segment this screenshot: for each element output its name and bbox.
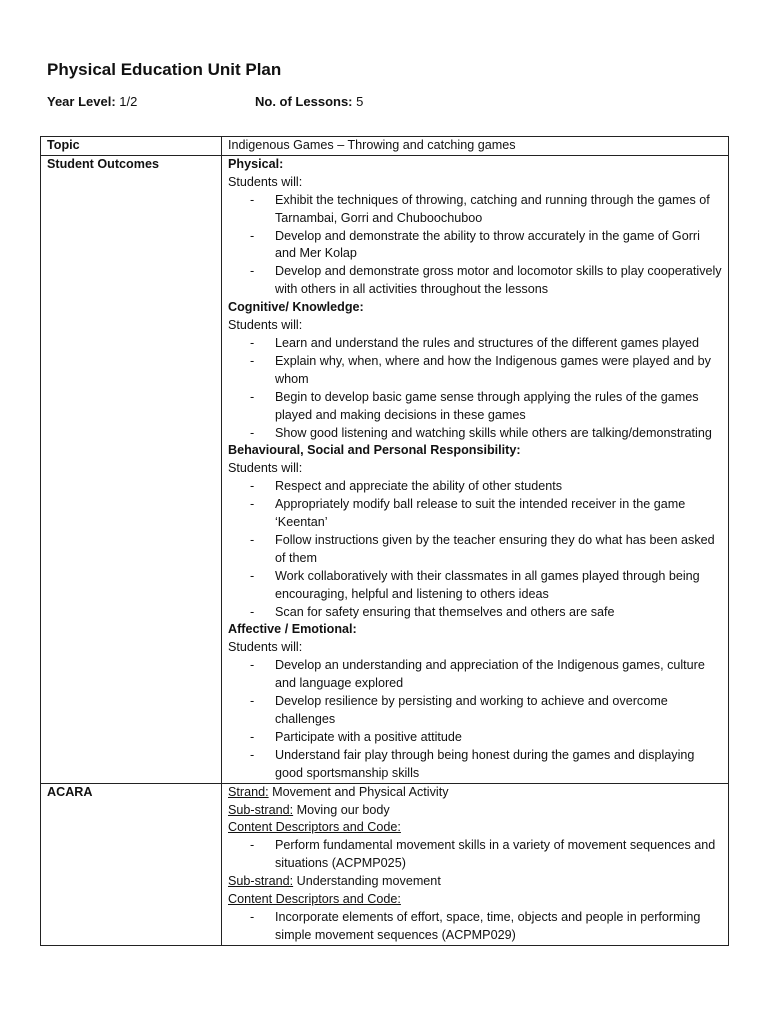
- substrand: [228, 873, 722, 891]
- acara-label: ACARA: [41, 783, 222, 945]
- lesson-count-label: No. of Lessons:: [255, 94, 353, 109]
- list-item: - Respect and appreciate the ability of other students: [275, 478, 722, 496]
- list-item: - Participate with a positive attitude: [275, 729, 722, 747]
- outcome-list: [228, 657, 722, 782]
- outcomes-label: Student Outcomes: [41, 155, 222, 783]
- list-item: - Scan for safety ensuring that themselves and others are safe: [275, 604, 722, 622]
- strand-value: Movement and Physical Activity: [268, 784, 449, 799]
- section-heading: Behavioural, Social and Personal Responsibility:: [228, 443, 521, 458]
- outcomes-row: [41, 155, 729, 783]
- acara-row: [41, 783, 729, 945]
- list-item: - Learn and understand the rules and structures of the different games played: [275, 335, 722, 353]
- acara-content: [222, 783, 729, 945]
- list-item: - Incorporate elements of effort, space, time, objects and people in performing simple movement sequences (ACPMP029): [275, 909, 722, 945]
- substrand-label: Sub-strand:: [228, 802, 294, 817]
- lesson-count-value: 5: [356, 94, 364, 109]
- section-intro: Students will:: [228, 640, 303, 655]
- content-descriptors-label: Content Descriptors and Code:: [228, 892, 401, 907]
- list-item: - Develop resilience by persisting and working to achieve and overcome challenges: [275, 693, 722, 729]
- year-level: [47, 94, 137, 109]
- topic-label: Topic: [41, 137, 222, 156]
- list-item: - Show good listening and watching skills while others are talking/demonstrating: [275, 425, 722, 443]
- list-item: - Understand fair play through being honest during the games and displaying good sportsmanship skills: [275, 747, 722, 783]
- content-descriptors-label: Content Descriptors and Code:: [228, 820, 401, 835]
- list-item: - Perform fundamental movement skills in a variety of movement sequences and situations (ACPMP025): [275, 837, 722, 873]
- content-descriptor-list: [228, 837, 722, 873]
- section-intro: Students will:: [228, 318, 303, 333]
- section-intro: Students will:: [228, 174, 303, 189]
- section-heading: Cognitive/ Knowledge:: [228, 300, 364, 315]
- section-heading: Physical:: [228, 156, 284, 171]
- outcome-list: [228, 478, 722, 621]
- topic-value: Indigenous Games – Throwing and catching games: [222, 137, 729, 156]
- list-item: - Follow instructions given by the teacher ensuring they do what has been asked of them: [275, 532, 722, 568]
- lesson-count: [255, 94, 363, 109]
- list-item: - Appropriately modify ball release to suit the intended receiver in the game ‘Keentan’: [275, 496, 722, 532]
- list-item: - Explain why, when, where and how the Indigenous games were played and by whom: [275, 353, 722, 389]
- outcomes-content: [222, 155, 729, 783]
- list-item: - Work collaboratively with their classmates in all games played through being encouraging, helpful and listening to others ideas: [275, 568, 722, 604]
- year-level-label: Year Level:: [47, 94, 116, 109]
- outcome-list: [228, 192, 722, 299]
- year-level-value: 1/2: [119, 94, 138, 109]
- list-item: - Develop and demonstrate gross motor and locomotor skills to play cooperatively with others in all activities throughout the lessons: [275, 263, 722, 299]
- content-descriptor-list: [228, 909, 722, 945]
- section-heading: Affective / Emotional:: [228, 622, 357, 637]
- substrand-label: Sub-strand:: [228, 874, 294, 889]
- page-title: Physical Education Unit Plan: [47, 60, 282, 79]
- topic-row: [41, 137, 729, 156]
- substrand: [228, 802, 722, 820]
- substrand-value: Moving our body: [293, 802, 390, 817]
- strand-label: Strand:: [228, 784, 269, 799]
- list-item: - Develop and demonstrate the ability to throw accurately in the game of Gorri and Mer Kolap: [275, 228, 722, 264]
- strand: [228, 784, 722, 802]
- list-item: - Develop an understanding and appreciation of the Indigenous games, culture and language explored: [275, 657, 722, 693]
- unit-plan-table: [40, 136, 729, 946]
- list-item: - Exhibit the techniques of throwing, catching and running through the games of Tarnambai, Gorri and Chuboochuboo: [275, 192, 722, 228]
- substrand-value: Understanding movement: [293, 874, 441, 889]
- outcome-list: [228, 335, 722, 442]
- list-item: - Begin to develop basic game sense through applying the rules of the games played and making decisions in these games: [275, 389, 722, 425]
- section-intro: Students will:: [228, 461, 303, 476]
